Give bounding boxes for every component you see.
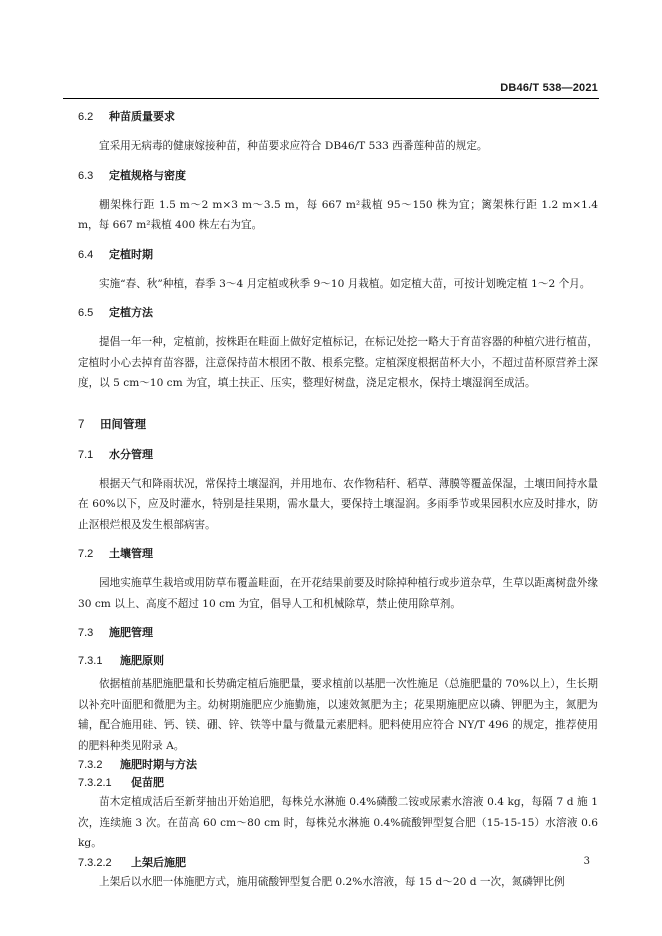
section-body-7-2: 园地实施草生栽培或用防草布覆盖畦面，在开花结果前要及时除掉种植行或步道杂草，生草以距离树盘外缘 30 cm 以上、高度不超过 10 cm 为宜，倡导人工和机械除草，禁止使用除草剂。 (78, 577, 598, 610)
section-heading-6-5: 6.5 定植方法 (78, 307, 153, 319)
section-heading-7-3-2-2: 7.3.2.2 上架后施肥 (78, 856, 186, 869)
section-body-6-5: 提倡一年一种，定植前，按株距在畦面上做好定植标记，在标记处挖一略大于育苗容器的种植穴进行植苗，定植时小心去掉育苗容器，注意保持苗木根团不散、根系完整。定植深度根据苗杯大小，不超过苗杯原营养土深度，以 5 cm～10 cm 为宜，填土扶正、压实，整理好树盘，浇足定根水，保持土壤湿润至成活。 (78, 336, 598, 389)
section-heading-7-2: 7.2 土壤管理 (78, 548, 153, 560)
section-heading-7-3-1: 7.3.1 施肥原则 (78, 655, 164, 667)
section-heading-7-3: 7.3 施肥管理 (78, 627, 153, 639)
section-heading-7-3-2-1: 7.3.2.1 促苗肥 (78, 777, 164, 789)
section-body-7-1: 根据天气和降雨状况，常保持土壤湿润，并用地布、农作物秸秆、稻草、薄膜等覆盖保湿，土壤田间持水量在 60%以下，应及时灌水，特别是挂果期，需水量大，要保持土壤湿润。多雨季节或果园积水应及时排水，防止沤根烂根及发生根部病害。 (78, 477, 598, 531)
section-body-7-3-2-1: 苗木定植成活后至新芽抽出开始追肥，每株兑水淋施 0.4%磷酸二铵或尿素水溶液 0.4 kg，每隔 7 d 施 1 次，连续施 3 次。在苗高 60 cm～80 cm 时，每株兑水淋施 0.4%硫酸钾型复合肥（15-15-15）水溶液 0.6 kg。 (78, 796, 598, 849)
section-heading-6-3: 6.3 定植规格与密度 (78, 169, 186, 182)
section-body-6-3: 棚架株行距 1.5 m～2 m×3 m～3.5 m，每 667 m²栽植 95～150 株为宜；篱架株行距 1.2 m×1.4 m，每 667 m²栽植 400 株左右为宜。 (78, 198, 598, 231)
header-rule (63, 98, 599, 99)
section-heading-7-1: 7.1 水分管理 (78, 448, 153, 461)
document-body (78, 108, 598, 892)
section-body-7-3-2-2: 上架后以水肥一体施肥方式，施用硫酸钾型复合肥 0.2%水溶液，每 15 d～20 d 一次，氮磷钾比例 (99, 875, 565, 888)
chapter-heading-7: 7 田间管理 (78, 418, 146, 431)
page-number: 3 (583, 856, 590, 867)
section-body-6-2: 宜采用无病毒的健康嫁接种苗，种苗要求应符合 DB46/T 533 西番莲种苗的规定。 (99, 140, 488, 152)
section-body-7-3-1: 依据植前基肥施肥量和长势确定植后施肥量，要求植前以基肥一次性施足（总施肥量的 70%以上），生长期以补充叶面肥和微肥为主。幼树期施肥应少施勤施，以速效氮肥为主；花果期施肥应以磷、钾肥为主，氮肥为辅，配合施用硅、钙、镁、硼、锌、铁等中量与微量元素肥料。肥料使用应符合 NY/T 496 的规定，推荐使用的肥料种类见附录 A。 (78, 678, 598, 752)
section-heading-6-2: 6.2 种苗质量要求 (78, 111, 175, 123)
section-heading-6-4: 6.4 定植时期 (78, 248, 153, 261)
section-body-6-4: 实施“春、秋”种植，春季 3～4 月定植或秋季 9～10 月栽植。如定植大苗，可按计划晚定植 1～2 个月。 (99, 277, 591, 290)
section-heading-7-3-2: 7.3.2 施肥时期与方法 (78, 759, 197, 771)
document-code: DB46/T 538—2021 (500, 82, 598, 94)
